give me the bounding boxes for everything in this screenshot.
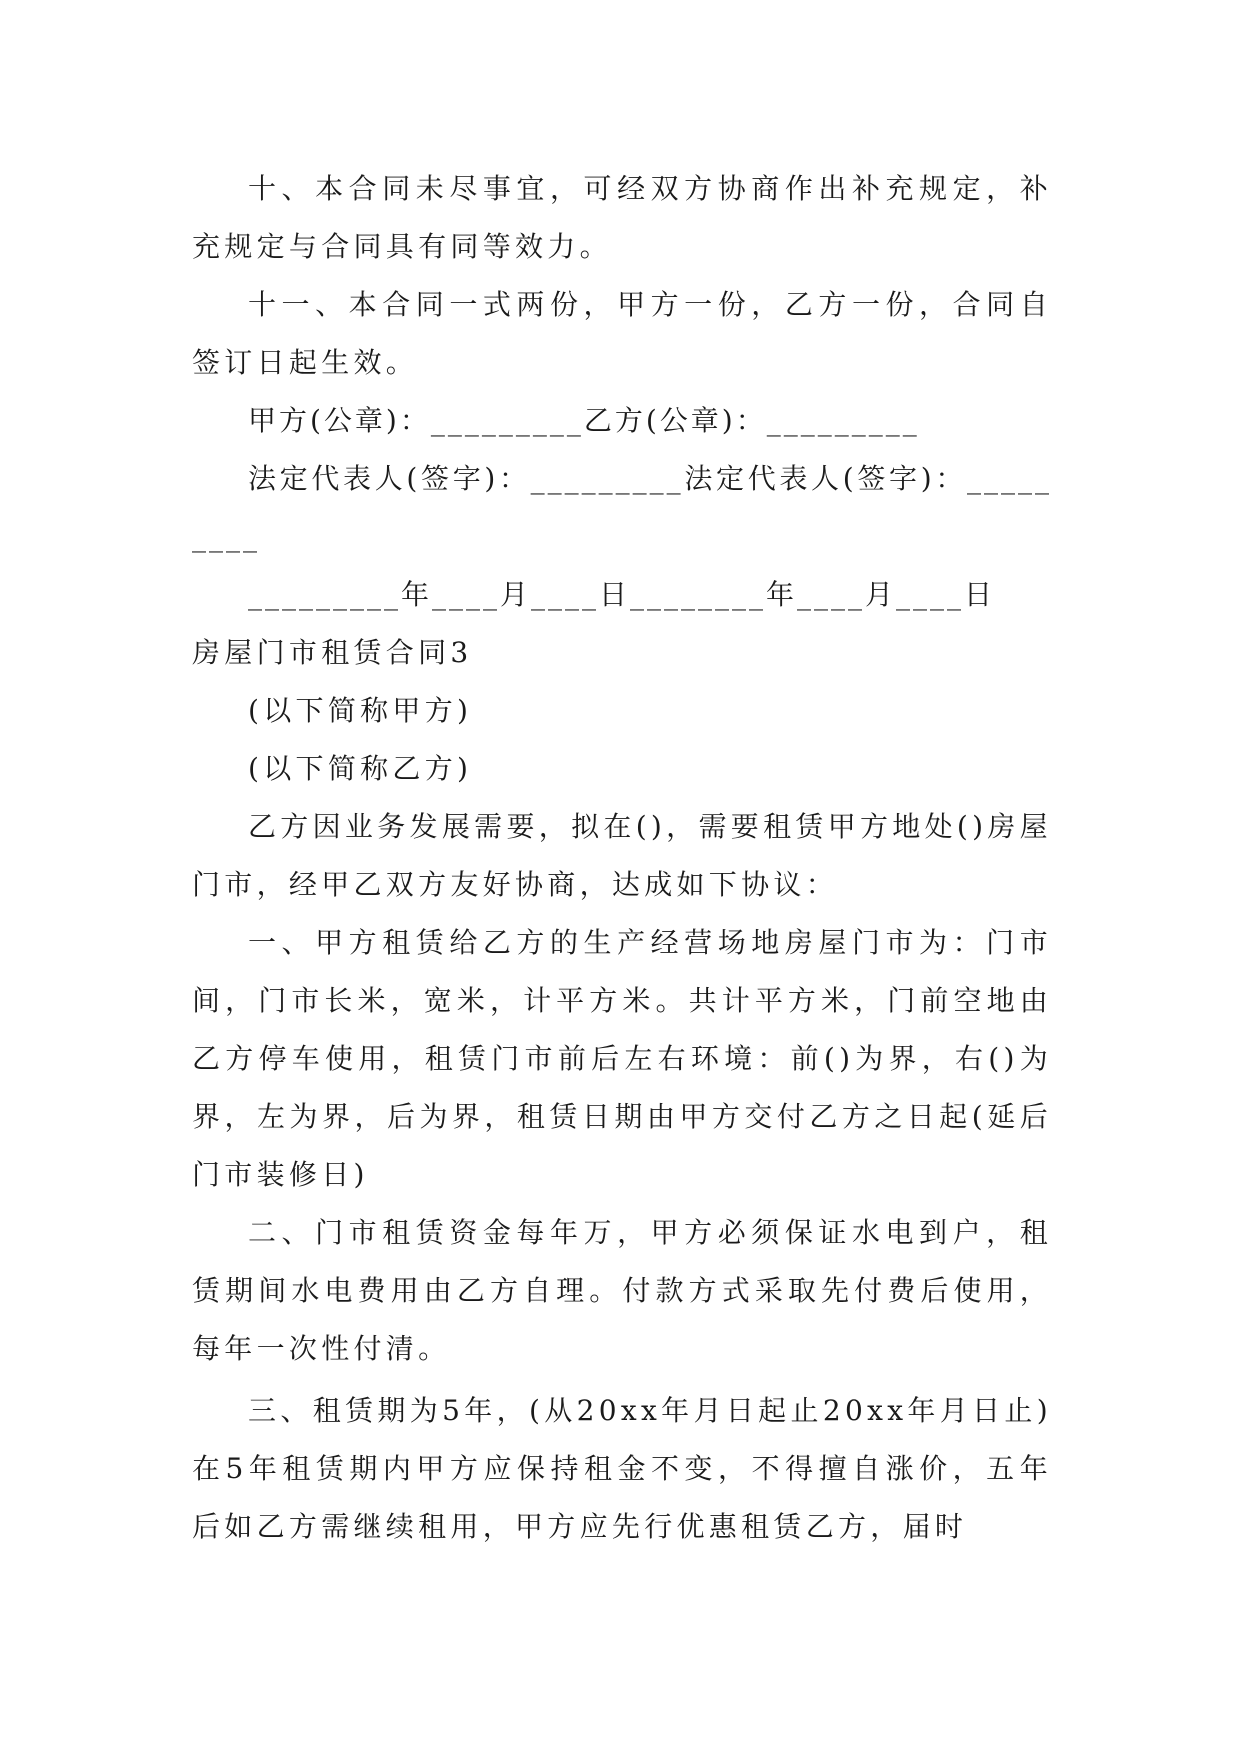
clause-1: 一、甲方租赁给乙方的生产经营场地房屋门市为：门市间，门市长米，宽米，计平方米。共计平方米，门前空地由乙方停车使用，租赁门市前后左右环境：前()为界，右()为界，左为界，后为界，租赁日期由甲方交付乙方之日起(延后门市装修日) bbox=[192, 926, 1052, 1191]
clause-11: 十一、本合同一式两份，甲方一份，乙方一份，合同自签订日起生效。 bbox=[192, 288, 1052, 379]
contract-heading: 房屋门市租赁合同3 bbox=[192, 636, 473, 669]
document-body bbox=[192, 160, 1052, 1556]
legal-representative-line: 法定代表人(签字)：_________法定代表人(签字)：_________ bbox=[192, 462, 1052, 553]
party-a-note: (以下简称甲方) bbox=[248, 694, 473, 727]
clause-3: 三、租赁期为5年，(从20xx年月日起止20xx年月日止)在5年租赁期内甲方应保持租金不变，不得擅自涨价，五年后如乙方需继续租用，甲方应先行优惠租赁乙方，届时 bbox=[192, 1394, 1052, 1543]
party-seal-line: 甲方(公章)：_________乙方(公章)：_________ bbox=[248, 404, 920, 437]
signing-date-line: _________年____月____日________年____月____日 bbox=[248, 578, 996, 611]
party-b-note: (以下简称乙方) bbox=[248, 752, 473, 785]
clause-10: 十、本合同未尽事宜，可经双方协商作出补充规定，补充规定与合同具有同等效力。 bbox=[192, 172, 1052, 263]
preamble-paragraph: 乙方因业务发展需要，拟在()，需要租赁甲方地处()房屋门市，经甲乙双方友好协商，达成如下协议： bbox=[192, 810, 1052, 901]
clause-2: 二、门市租赁资金每年万，甲方必须保证水电到户，租赁期间水电费用由乙方自理。付款方式采取先付费后使用，每年一次性付清。 bbox=[192, 1216, 1052, 1365]
